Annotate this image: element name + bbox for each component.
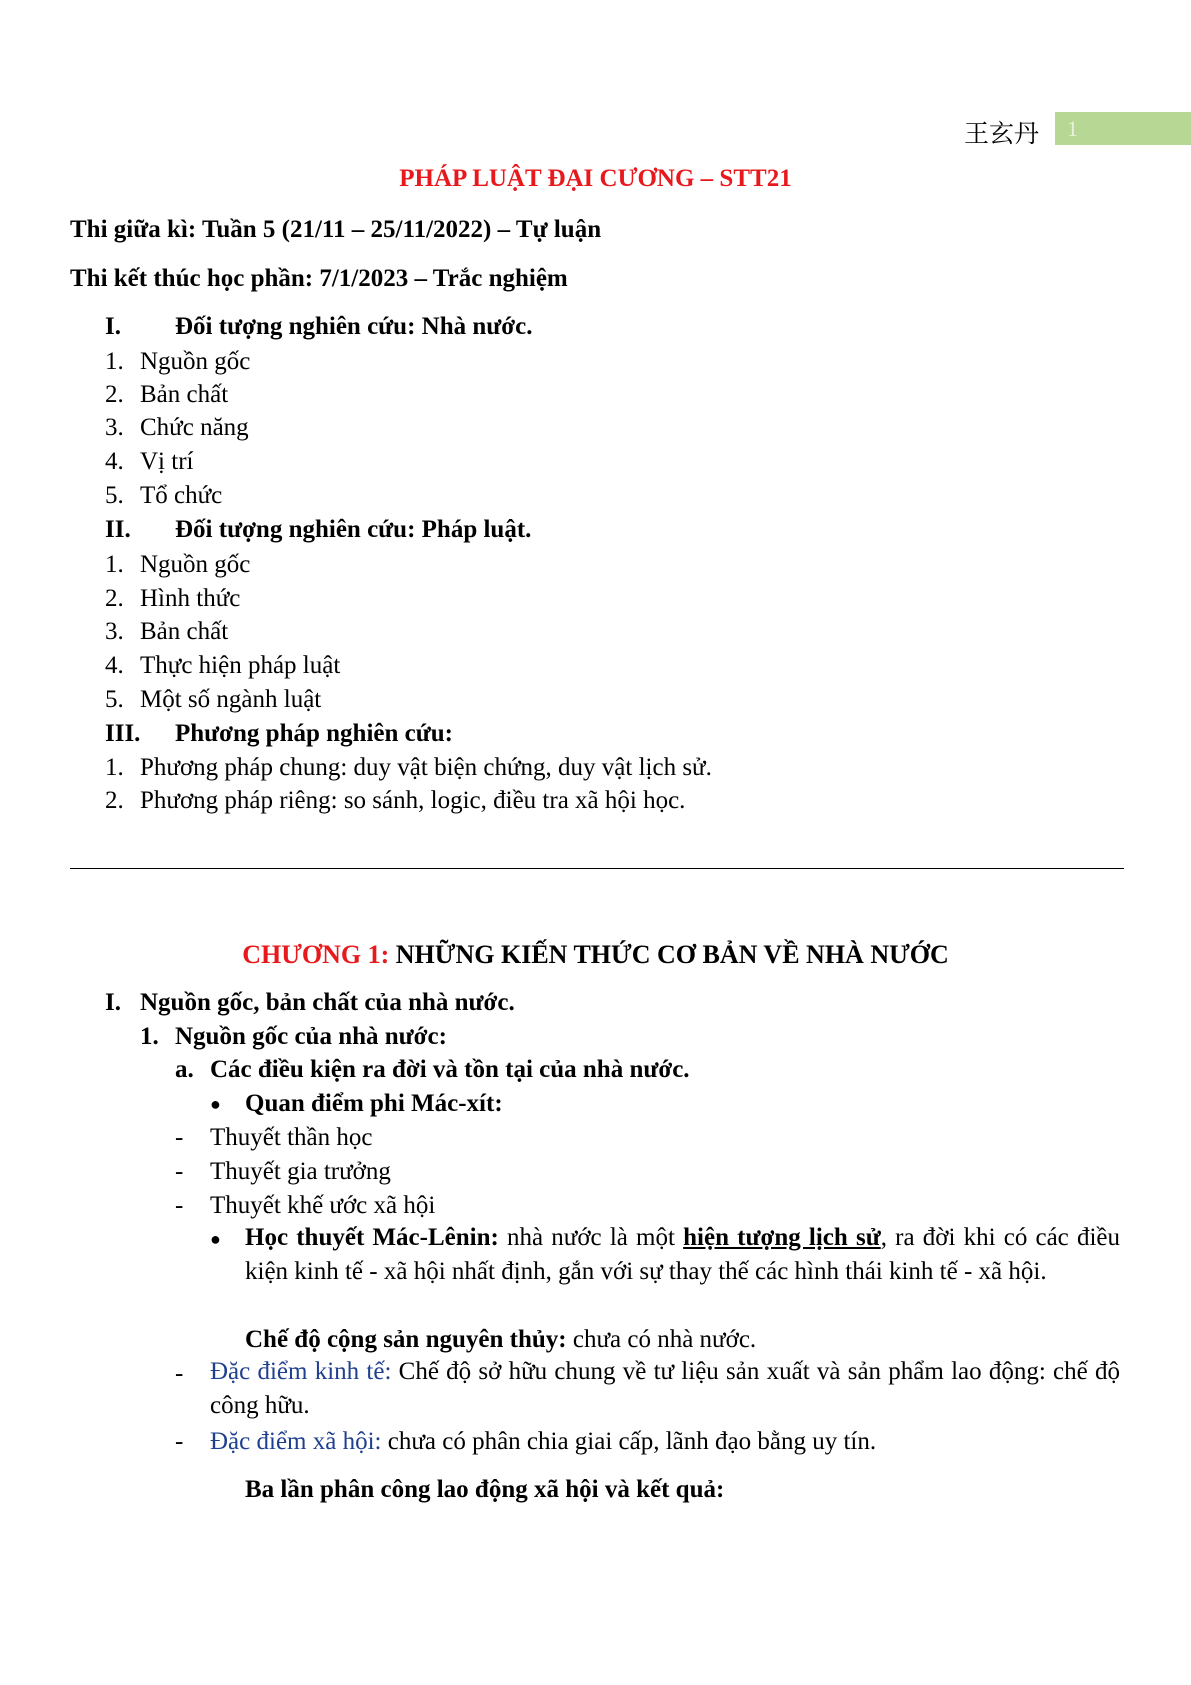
outline-item: Bản chất <box>140 618 229 645</box>
outline-item: Hình thức <box>140 585 241 612</box>
outline-item: Phương pháp riêng: so sánh, logic, điều tra xã hội học. <box>140 787 686 814</box>
primitive-communism-label: Chế độ cộng sản nguyên thủy: <box>245 1326 567 1353</box>
outline-item: Nguồn gốc <box>140 551 251 578</box>
outline-item: Tổ chức <box>140 482 223 509</box>
section-divider <box>70 868 1124 869</box>
outline-numeral-1: I. <box>105 313 121 340</box>
outline-item: Chức năng <box>140 414 249 441</box>
bullet-icon: ● <box>210 1094 221 1114</box>
sub-subsection-letter: a. <box>175 1056 194 1083</box>
non-marxist-view-heading: Quan điểm phi Mác-xít: <box>245 1090 503 1117</box>
labor-division-heading: Ba lần phân công lao động xã hội và kết quả: <box>245 1476 725 1503</box>
outline-item-n: 5. <box>105 686 124 713</box>
outline-item: Nguồn gốc <box>140 348 251 375</box>
outline-item-n: 4. <box>105 652 124 679</box>
outline-item-n: 4. <box>105 448 124 475</box>
outline-item-n: 1. <box>105 348 124 375</box>
outline-item-n: 3. <box>105 618 124 645</box>
document-title: PHÁP LUẬT ĐẠI CƯƠNG – STT21 <box>399 165 792 192</box>
chapter-label: CHƯƠNG 1: <box>242 940 390 969</box>
dash-marker: - <box>175 1360 184 1387</box>
outline-heading-3: Phương pháp nghiên cứu: <box>175 720 453 747</box>
section-heading: Nguồn gốc, bản chất của nhà nước. <box>140 989 515 1016</box>
outline-item-n: 2. <box>105 585 124 612</box>
economic-feature-label: Đặc điểm kinh tế: <box>210 1358 392 1385</box>
outline-numeral-3: III. <box>105 720 141 747</box>
outline-item-n: 2. <box>105 381 124 408</box>
primitive-communism-line <box>245 1326 756 1354</box>
dash-marker: - <box>175 1192 184 1219</box>
economic-feature-paragraph <box>210 1355 1120 1423</box>
chapter-title: NHỮNG KIẾN THỨC CƠ BẢN VỀ NHÀ NƯỚC <box>395 940 949 969</box>
marxist-leninist-paragraph <box>245 1221 1120 1289</box>
midterm-exam-info: Thi giữa kì: Tuần 5 (21/11 – 25/11/2022) – Tự luận <box>70 216 602 243</box>
text-run: , ra đời khi có các điều kiện kinh tế - xã hội nhất định, gắn với sự thay thế các hình thái kinh tế - xã hội. <box>245 1224 1121 1285</box>
outline-item: Thực hiện pháp luật <box>140 652 341 679</box>
text-run: chưa có nhà nước. <box>566 1326 757 1353</box>
page-number: 1 <box>1067 116 1078 141</box>
outline-item-n: 3. <box>105 414 124 441</box>
dash-marker: - <box>175 1124 184 1151</box>
theory-item: Thuyết thần học <box>210 1124 373 1151</box>
outline-heading-1: Đối tượng nghiên cứu: Nhà nước. <box>175 313 533 340</box>
text-run: chưa có phân chia giai cấp, lãnh đạo bằng uy tín. <box>381 1428 877 1455</box>
outline-item-n: 1. <box>105 551 124 578</box>
header-author: 王玄丹 <box>963 119 1039 148</box>
chapter-heading <box>0 940 1191 970</box>
outline-heading-2: Đối tượng nghiên cứu: Pháp luật. <box>175 516 532 543</box>
outline-item: Vị trí <box>140 448 194 475</box>
social-feature-line <box>210 1428 876 1456</box>
outline-item-n: 5. <box>105 482 124 509</box>
bullet-icon: ● <box>210 1229 221 1249</box>
final-exam-info: Thi kết thúc học phần: 7/1/2023 – Trắc nghiệm <box>70 265 568 292</box>
section-numeral: I. <box>105 989 121 1016</box>
historical-phenomenon-emphasis: hiện tượng lịch sử <box>683 1224 881 1251</box>
outline-item-n: 1. <box>105 754 124 781</box>
marxist-leninist-label: Học thuyết Mác-Lênin: <box>245 1224 499 1251</box>
text-run: Chế độ sở hữu chung về tư liệu sản xuất và sản phẩm lao động: chế độ công hữu. <box>210 1358 1120 1419</box>
theory-item: Thuyết gia trưởng <box>210 1158 391 1185</box>
outline-item: Một số ngành luật <box>140 686 322 713</box>
dash-marker: - <box>175 1428 184 1455</box>
text-run: nhà nước là một <box>498 1224 684 1251</box>
outline-numeral-2: II. <box>105 516 131 543</box>
dash-marker: - <box>175 1158 184 1185</box>
sub-subsection-heading: Các điều kiện ra đời và tồn tại của nhà nước. <box>210 1056 690 1083</box>
outline-item: Phương pháp chung: duy vật biện chứng, duy vật lịch sử. <box>140 754 712 781</box>
subsection-numeral: 1. <box>140 1023 159 1050</box>
outline-item: Bản chất <box>140 381 229 408</box>
subsection-heading: Nguồn gốc của nhà nước: <box>175 1023 447 1050</box>
social-feature-label: Đặc điểm xã hội: <box>210 1428 382 1455</box>
outline-item-n: 2. <box>105 787 124 814</box>
theory-item: Thuyết khế ước xã hội <box>210 1192 436 1219</box>
